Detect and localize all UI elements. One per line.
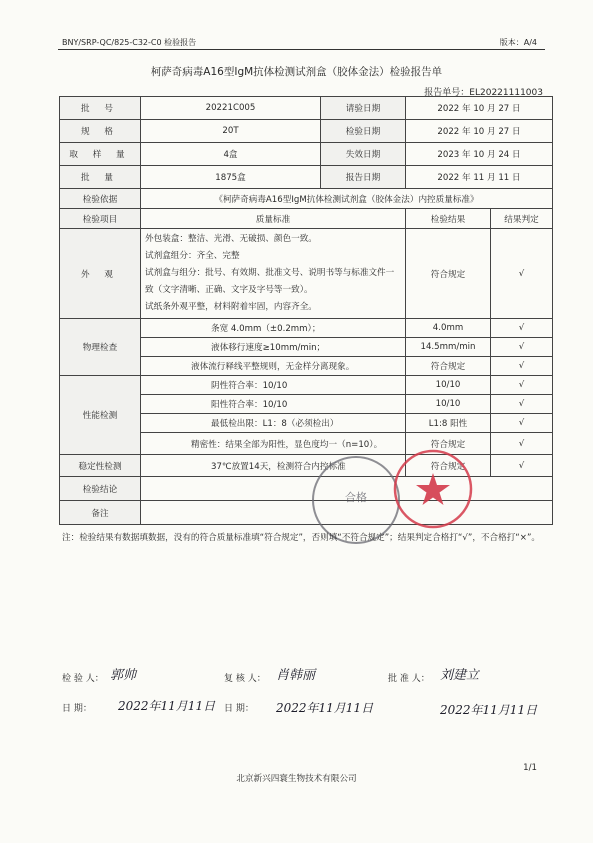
performance-judge: √ [491, 395, 553, 414]
reviewer-label: 复 核 人： [224, 674, 266, 684]
date-handwritten: 2022年11月11日 [118, 699, 216, 713]
appearance-result: 符合规定 [406, 229, 491, 319]
request-date-label: 请验日期 [321, 97, 406, 120]
col-standard: 质量标准 [141, 209, 406, 229]
physical-standard: 液体流行释线平整规则，无金样分离现象。 [141, 357, 406, 376]
header-rule [58, 49, 545, 50]
appearance-line: 外包装盒：整洁、光滑、无破损、颜色一致。 [145, 234, 317, 244]
batch-label: 批 号 [60, 97, 141, 120]
table-row [60, 143, 553, 166]
performance-standard: 阴性符合率：10/10 [141, 376, 406, 395]
page-number: 1/1 [523, 763, 537, 773]
appearance-judge: √ [491, 229, 553, 319]
date-label-2: 日 期： [224, 704, 254, 714]
batch-qty-value: 1875盒 [141, 166, 321, 189]
stability-standard: 37℃放置14天，检测符合内控标准 [141, 455, 406, 477]
inspector-label: 检 验 人： [62, 674, 104, 684]
appearance-line: 试剂盒组分：齐全、完整 [145, 251, 240, 261]
stability-result: 符合规定 [406, 455, 491, 477]
performance-standard: 阳性符合率：10/10 [141, 395, 406, 414]
stability-judge: √ [491, 455, 553, 477]
date-label: 日 期： [62, 704, 92, 714]
doc-code: BNY/SRP-QC/825-C32-C0 检验报告 [62, 38, 197, 47]
col-judge: 结果判定 [491, 209, 553, 229]
performance-standard: 精密性：结果全部为阳性，显色度均一（n=10）。 [141, 433, 406, 455]
spec-value: 20T [141, 120, 321, 143]
basis-value: 《柯萨奇病毒A16型IgM抗体检测试剂盒（胶体金法）内控质量标准》 [141, 189, 553, 209]
performance-result: 10/10 [406, 395, 491, 414]
physical-judge: √ [491, 319, 553, 338]
table-row [60, 166, 553, 189]
batch-value: 20221C005 [141, 97, 321, 120]
report-date-label: 报告日期 [321, 166, 406, 189]
expiry-value: 2023 年 10 月 24 日 [406, 143, 553, 166]
table-row [60, 477, 553, 501]
inspect-date-label: 检验日期 [321, 120, 406, 143]
physical-result: 14.5mm/min [406, 338, 491, 357]
col-item: 检验项目 [60, 209, 141, 229]
appearance-line: 试剂盒与组分：批号、有效期、批准文号、说明书等与标准文件一致（文字清晰、正确、文字及字号等一致）。 [145, 268, 395, 295]
physical-standard: 液体移行速度≥10mm/min； [141, 338, 406, 357]
conclusion-label: 检验结论 [60, 477, 141, 501]
table-row [60, 319, 553, 338]
performance-standard: 最低检出限：L1：8（必须检出） [141, 414, 406, 433]
performance-judge: √ [491, 414, 553, 433]
table-row [60, 376, 553, 395]
version: 版本：A/4 [499, 38, 537, 47]
table-row [60, 455, 553, 477]
approver-signature: 刘建立 [440, 668, 480, 683]
table-header-row [60, 209, 553, 229]
reviewer-signature: 肖韩丽 [276, 668, 316, 683]
sample-qty-label: 取 样 量 [60, 143, 141, 166]
qualified-stamp-text: 合格 [345, 491, 367, 504]
remarks-label: 备注 [60, 501, 141, 525]
physical-judge: √ [491, 357, 553, 376]
performance-label: 性能检测 [60, 376, 141, 455]
company-name: 北京新兴四寰生物技术有限公司 [236, 774, 357, 784]
date-handwritten-2: 2022年11月11日 [276, 701, 374, 715]
performance-result: 10/10 [406, 376, 491, 395]
table-row [60, 97, 553, 120]
performance-result: L1:8 阳性 [406, 414, 491, 433]
report-title: 柯萨奇病毒A16型IgM抗体检测试剂盒（胶体金法）检验报告单 [150, 66, 443, 78]
request-date-value: 2022 年 10 月 27 日 [406, 97, 553, 120]
report-number: 报告单号：EL20221111003 [424, 88, 543, 98]
report-date-value: 2022 年 11 月 11 日 [406, 166, 553, 189]
batch-qty-label: 批 量 [60, 166, 141, 189]
sample-qty-value: 4盒 [141, 143, 321, 166]
expiry-label: 失效日期 [321, 143, 406, 166]
physical-judge: √ [491, 338, 553, 357]
table-row [60, 189, 553, 209]
inspector-signature: 郭帅 [110, 668, 137, 683]
inspection-table [59, 96, 553, 525]
spec-label: 规 格 [60, 120, 141, 143]
appearance-line: 试纸条外观平整，材料附着牢固，内容齐全。 [145, 302, 317, 312]
table-row [60, 120, 553, 143]
table-row [60, 501, 553, 525]
performance-judge: √ [491, 376, 553, 395]
performance-judge: √ [491, 433, 553, 455]
approver-label: 批 准 人： [388, 674, 430, 684]
date-handwritten-3: 2022年11月11日 [440, 703, 538, 717]
appearance-label: 外 观 [60, 229, 141, 319]
performance-result: 符合规定 [406, 433, 491, 455]
stability-label: 稳定性检测 [60, 455, 141, 477]
company-seal [392, 448, 474, 530]
footnote: 注：检验结果有数据填数据，没有的符合质量标准填“符合规定”，否则填“不符合规定”；结果判定合格打“√”，不合格打“×”。 [62, 533, 540, 543]
physical-result: 4.0mm [406, 319, 491, 338]
physical-standard: 条宽 4.0mm（±0.2mm）； [141, 319, 406, 338]
physical-label: 物理检查 [60, 319, 141, 376]
basis-label: 检验依据 [60, 189, 141, 209]
physical-result: 符合规定 [406, 357, 491, 376]
table-row [60, 229, 553, 319]
appearance-standard [141, 229, 406, 319]
inspect-date-value: 2022 年 10 月 27 日 [406, 120, 553, 143]
col-result: 检验结果 [406, 209, 491, 229]
